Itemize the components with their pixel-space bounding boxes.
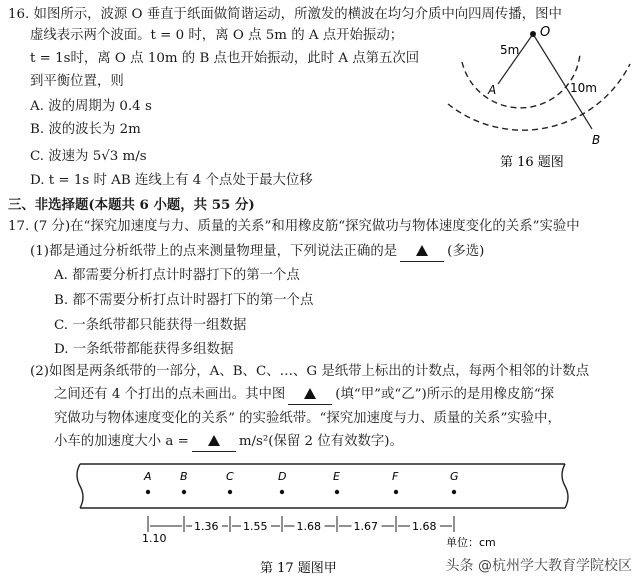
- q17-line1: 17. (7 分)在“探究加速度与力、质量的关系”和用橡皮筋“探究做功与物体速度变化的关系”实验中: [8, 219, 580, 234]
- tape-point-dot-D: [280, 490, 284, 494]
- q17-part2-blank2[interactable]: [192, 433, 236, 452]
- q17-part2-line3: 究做功与物体速度变化的关系” 的实验纸带。“探究加速度与力、质量的关系”实验中，: [54, 411, 561, 426]
- q17-part2-line2-post: (填“甲”或“乙”)所示的是用橡皮筋“探: [335, 387, 555, 402]
- q17-part2-line2: [54, 386, 554, 405]
- tape-spacing-label-3: 1.68: [296, 520, 321, 533]
- label-O: O: [540, 25, 551, 40]
- tape-right-torn-edge: [562, 464, 568, 508]
- q16-line4: 到平衡位置，则: [30, 74, 124, 89]
- tape-point-label-C: C: [226, 470, 234, 483]
- tape-point-dot-C: [228, 490, 232, 494]
- label-5m: 5m: [500, 43, 520, 57]
- tape-spacing-label-0: 1.10: [142, 532, 167, 545]
- q16-line1: 16. 如图所示，波源 O 垂直于纸面做简谐运动，所激发的横波在均匀介质中向四周传播，图中: [8, 7, 562, 22]
- source-O-dot: [530, 31, 536, 37]
- q16-option-c: C. 波速为 5√3 m/s: [30, 149, 147, 164]
- tape-point-label-D: D: [278, 470, 287, 483]
- q17-part1-text: (1)都是通过分析纸带上的点来测量物理量，下列说法正确的是: [30, 244, 398, 259]
- q17-option-a: A. 都需要分析打点计时器打下的第一个点: [54, 268, 300, 283]
- q17-part2-blank1[interactable]: [288, 386, 332, 405]
- q17-part2-line4-pre: 小车的加速度大小 a =: [54, 434, 189, 449]
- triangle-icon: [208, 435, 220, 446]
- figure16-caption: 第 16 题图: [500, 155, 564, 170]
- q17-part2-line2-pre: 之间还有 4 个打出的点未画出。其中图: [54, 387, 286, 402]
- outer-wavefront: [448, 64, 630, 130]
- label-B: B: [592, 133, 601, 147]
- q17-option-b: B. 都不需要分析打点计时器打下的第一个点: [54, 293, 314, 308]
- q17-part1-blank[interactable]: [400, 243, 444, 262]
- watermark: 头条 @杭州学大教育学院校区: [446, 555, 632, 575]
- tape-point-label-F: F: [392, 470, 399, 483]
- tape-point-dot-B: [182, 490, 186, 494]
- tape-point-dot-E: [335, 490, 339, 494]
- q17-option-c: C. 一条纸带都只能获得一组数据: [54, 318, 247, 333]
- triangle-icon: [416, 245, 428, 256]
- tape-unit: 单位：cm: [446, 536, 496, 549]
- line-OA: [498, 34, 533, 84]
- q16-line2: 虚线表示两个波面。t = 0 时，离 O 点 5m 的 A 点开始振动；: [30, 28, 404, 43]
- q16-option-b: B. 波的波长为 2m: [30, 122, 141, 137]
- triangle-icon: [304, 388, 316, 399]
- tape-point-dot-F: [394, 490, 398, 494]
- q17-part2-line4: [54, 433, 403, 452]
- tape-point-label-G: G: [450, 470, 459, 483]
- figure17-caption: 第 17 题图甲: [260, 561, 337, 576]
- q17-part1: [30, 243, 484, 262]
- tape-point-label-B: B: [180, 470, 188, 483]
- tape-spacing-label-1: 1.36: [194, 520, 219, 533]
- label-A: A: [488, 83, 497, 97]
- tape-point-label-A: A: [144, 470, 152, 483]
- tape-spacing-label-5: 1.68: [412, 520, 437, 533]
- q17-part1-note: (多选): [447, 244, 485, 259]
- q16-option-a: A. 波的周期为 0.4 s: [30, 99, 152, 114]
- tape-point-label-E: E: [333, 470, 340, 483]
- q16-line3: t = 1s时，离 O 点 10m 的 B 点也开始振动，此时 A 点第五次回: [30, 51, 420, 66]
- q17-option-d: D. 一条纸带都能获得多组数据: [54, 342, 234, 357]
- q16-figure: [440, 24, 640, 174]
- tape-spacing-label-4: 1.67: [353, 520, 378, 533]
- tape-point-dot-A: [146, 490, 150, 494]
- tape-point-dot-G: [452, 490, 456, 494]
- q17-part2-line1: (2)如图是两条纸带的一部分，A、B、C、…、G 是纸带上标出的计数点，每两个相邻的计数点: [30, 364, 590, 379]
- q16-option-d: D. t = 1s 时 AB 连线上有 4 个点处于最大位移: [30, 173, 313, 188]
- tape-left-torn-edge: [77, 464, 83, 508]
- section3-heading: 三、非选择题(本题共 6 小题，共 55 分): [8, 197, 255, 213]
- tape-spacing-label-2: 1.55: [243, 520, 268, 533]
- q17-part2-line4-post: m/s²(保留 2 位有效数字)。: [238, 434, 403, 449]
- label-10m: 10m: [570, 81, 597, 95]
